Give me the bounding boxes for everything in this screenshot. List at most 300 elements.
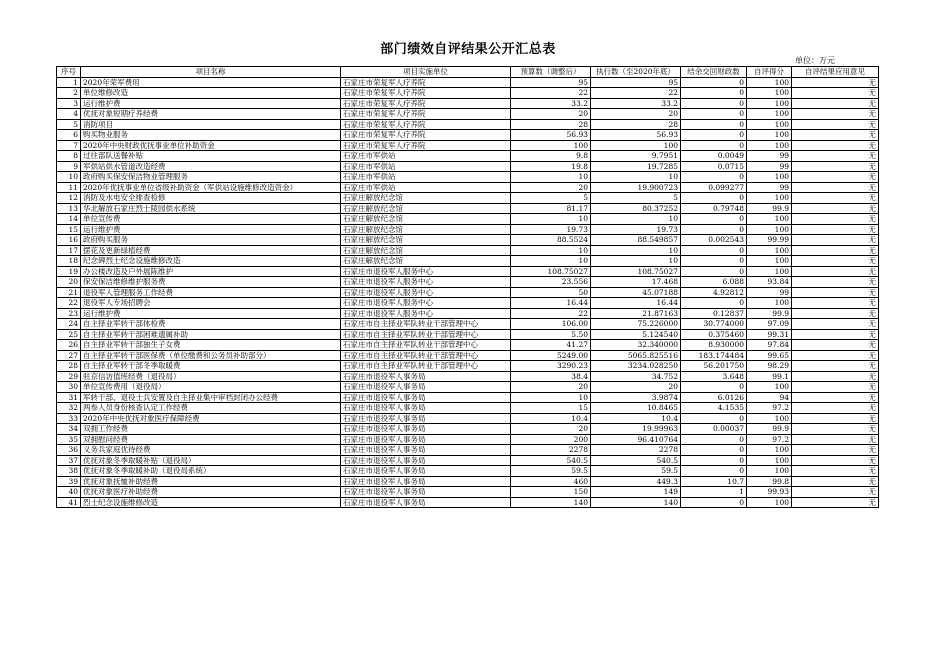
project-name: 保安保洁维修维护服务费 — [81, 277, 341, 288]
row-index: 39 — [57, 476, 81, 487]
project-name: 运行维护费 — [81, 224, 341, 235]
executed-cell: 108.75027 — [591, 266, 681, 277]
project-name: 烈士纪念设施维修改造 — [81, 497, 341, 508]
budget-cell: 9.8 — [511, 151, 591, 162]
returned-cell: 0 — [681, 140, 747, 151]
table-row — [57, 371, 879, 382]
returned-cell: 10.7 — [681, 476, 747, 487]
table-row — [57, 434, 879, 445]
project-name: 退役军人管理服务工作经费 — [81, 287, 341, 298]
implementing-unit: 石家庄市退役军人事务局 — [341, 424, 511, 435]
row-index: 36 — [57, 445, 81, 456]
executed-cell: 80.37252 — [591, 203, 681, 214]
budget-cell: 2278 — [511, 445, 591, 456]
project-name: 单位宣传费 — [81, 214, 341, 225]
score-cell: 97.2 — [747, 403, 792, 414]
returned-cell: 0 — [681, 445, 747, 456]
implementing-unit: 石家庄市退役军人事务局 — [341, 445, 511, 456]
budget-cell: 5249.00 — [511, 350, 591, 361]
budget-cell: 50 — [511, 287, 591, 298]
budget-cell: 100 — [511, 140, 591, 151]
implementing-unit: 石家庄市退役军人服务中心 — [341, 298, 511, 309]
implementing-unit: 石家庄市退役军人事务局 — [341, 413, 511, 424]
returned-cell: 183.174484 — [681, 350, 747, 361]
row-index: 32 — [57, 403, 81, 414]
opinion-cell: 无 — [792, 203, 879, 214]
project-name: 消防项目 — [81, 119, 341, 130]
executed-cell: 20 — [591, 109, 681, 120]
budget-cell: 108.75027 — [511, 266, 591, 277]
executed-cell: 20 — [591, 382, 681, 393]
score-cell: 99 — [747, 182, 792, 193]
implementing-unit: 石家庄市退役军人服务中心 — [341, 277, 511, 288]
score-cell: 100 — [747, 413, 792, 424]
table-row — [57, 340, 879, 351]
table-row — [57, 329, 879, 340]
executed-cell: 45.07188 — [591, 287, 681, 298]
executed-cell: 19.7285 — [591, 161, 681, 172]
score-cell: 100 — [747, 266, 792, 277]
returned-cell: 0 — [681, 298, 747, 309]
budget-cell: 59.5 — [511, 466, 591, 477]
project-name: 纪念碑烈士纪念设施维修改造 — [81, 256, 341, 267]
opinion-cell: 无 — [792, 466, 879, 477]
executed-cell: 16.44 — [591, 298, 681, 309]
row-index: 33 — [57, 413, 81, 424]
table-row — [57, 98, 879, 109]
executed-cell: 449.3 — [591, 476, 681, 487]
returned-cell: 0 — [681, 266, 747, 277]
col-header-score: 自评得分 — [747, 67, 792, 78]
table-row — [57, 277, 879, 288]
project-name: 单位维修改造 — [81, 88, 341, 99]
implementing-unit: 石家庄市退役军人事务局 — [341, 434, 511, 445]
table-row — [57, 182, 879, 193]
score-cell: 100 — [747, 98, 792, 109]
returned-cell: 0 — [681, 109, 747, 120]
executed-cell: 3234.028250 — [591, 361, 681, 372]
table-row — [57, 298, 879, 309]
implementing-unit: 石家庄解放纪念馆 — [341, 193, 511, 204]
returned-cell: 30.774000 — [681, 319, 747, 330]
opinion-cell: 无 — [792, 214, 879, 225]
implementing-unit: 石家庄市军供站 — [341, 182, 511, 193]
project-name: 2020年荣军费用 — [81, 77, 341, 88]
score-cell: 99.31 — [747, 329, 792, 340]
score-cell: 94 — [747, 392, 792, 403]
budget-cell: 10 — [511, 245, 591, 256]
score-cell: 100 — [747, 445, 792, 456]
returned-cell: 0.79748 — [681, 203, 747, 214]
score-cell: 99.9 — [747, 424, 792, 435]
table-row — [57, 151, 879, 162]
summary-table — [56, 66, 879, 508]
returned-cell: 0.099277 — [681, 182, 747, 193]
implementing-unit: 石家庄解放纪念馆 — [341, 256, 511, 267]
executed-cell: 10 — [591, 214, 681, 225]
implementing-unit: 石家庄市自主择业军队转业干部管理中心 — [341, 340, 511, 351]
implementing-unit: 石家庄市荣复军人疗养院 — [341, 88, 511, 99]
opinion-cell: 无 — [792, 224, 879, 235]
row-index: 34 — [57, 424, 81, 435]
opinion-cell: 无 — [792, 88, 879, 99]
project-name: 办公楼改造及户外展陈维护 — [81, 266, 341, 277]
implementing-unit: 石家庄解放纪念馆 — [341, 214, 511, 225]
opinion-cell: 无 — [792, 298, 879, 309]
table-row — [57, 256, 879, 267]
project-name: 自主择业军转干部困难遗属补助 — [81, 329, 341, 340]
table-row — [57, 161, 879, 172]
table-row — [57, 203, 879, 214]
table-row — [57, 424, 879, 435]
score-cell: 99 — [747, 151, 792, 162]
opinion-cell: 无 — [792, 445, 879, 456]
score-cell: 93.84 — [747, 277, 792, 288]
implementing-unit: 石家庄市自主择业军队转业干部管理中心 — [341, 319, 511, 330]
implementing-unit: 石家庄解放纪念馆 — [341, 235, 511, 246]
row-index: 25 — [57, 329, 81, 340]
row-index: 1 — [57, 77, 81, 88]
implementing-unit: 石家庄市荣复军人疗养院 — [341, 109, 511, 120]
budget-cell: 41.27 — [511, 340, 591, 351]
score-cell: 100 — [747, 214, 792, 225]
row-index: 15 — [57, 224, 81, 235]
budget-cell: 10 — [511, 172, 591, 183]
page-title: 部门绩效自评结果公开汇总表 — [380, 42, 556, 57]
table-row — [57, 392, 879, 403]
score-cell: 100 — [747, 497, 792, 508]
budget-cell: 22 — [511, 308, 591, 319]
executed-cell: 21.87163 — [591, 308, 681, 319]
opinion-cell: 无 — [792, 98, 879, 109]
implementing-unit: 石家庄解放纪念馆 — [341, 245, 511, 256]
implementing-unit: 石家庄市退役军人服务中心 — [341, 266, 511, 277]
returned-cell: 0 — [681, 382, 747, 393]
table-row — [57, 413, 879, 424]
score-cell: 99.9 — [747, 203, 792, 214]
project-name: 双拥工作经费 — [81, 424, 341, 435]
implementing-unit: 石家庄市退役军人服务中心 — [341, 308, 511, 319]
budget-cell: 81.17 — [511, 203, 591, 214]
returned-cell: 0 — [681, 77, 747, 88]
table-row — [57, 287, 879, 298]
returned-cell: 0 — [681, 130, 747, 141]
returned-cell: 0.002543 — [681, 235, 747, 246]
opinion-cell: 无 — [792, 193, 879, 204]
executed-cell: 540.5 — [591, 455, 681, 466]
returned-cell: 0 — [681, 98, 747, 109]
budget-cell: 19.8 — [511, 161, 591, 172]
table-row — [57, 109, 879, 120]
table-row — [57, 455, 879, 466]
budget-cell: 22 — [511, 88, 591, 99]
row-index: 16 — [57, 235, 81, 246]
row-index: 37 — [57, 455, 81, 466]
project-name: 两参人员身份核查认定工作经费 — [81, 403, 341, 414]
budget-cell: 20 — [511, 382, 591, 393]
row-index: 28 — [57, 361, 81, 372]
budget-cell: 3290.23 — [511, 361, 591, 372]
executed-cell: 149 — [591, 487, 681, 498]
returned-cell: 0 — [681, 455, 747, 466]
score-cell: 99.9 — [747, 308, 792, 319]
table-body — [57, 77, 879, 508]
project-name: 双拥慰问经费 — [81, 434, 341, 445]
returned-cell: 0.00037 — [681, 424, 747, 435]
implementing-unit: 石家庄市荣复军人疗养院 — [341, 77, 511, 88]
budget-cell: 88.5524 — [511, 235, 591, 246]
table-row — [57, 319, 879, 330]
implementing-unit: 石家庄市退役军人事务局 — [341, 497, 511, 508]
returned-cell: 8.930000 — [681, 340, 747, 351]
budget-cell: 95 — [511, 77, 591, 88]
budget-cell: 10 — [511, 256, 591, 267]
table-row — [57, 487, 879, 498]
row-index: 30 — [57, 382, 81, 393]
row-index: 23 — [57, 308, 81, 319]
score-cell: 100 — [747, 298, 792, 309]
executed-cell: 75.226000 — [591, 319, 681, 330]
returned-cell: 0.0049 — [681, 151, 747, 162]
opinion-cell: 无 — [792, 266, 879, 277]
returned-cell: 3.648 — [681, 371, 747, 382]
budget-cell: 150 — [511, 487, 591, 498]
project-name: 军转干部、退役士兵安置及自主择业集中审档封闭办公经费 — [81, 392, 341, 403]
implementing-unit: 石家庄解放纪念馆 — [341, 203, 511, 214]
project-name: 运行维护费 — [81, 308, 341, 319]
budget-cell: 140 — [511, 497, 591, 508]
table-row — [57, 266, 879, 277]
score-cell: 100 — [747, 77, 792, 88]
executed-cell: 9.7951 — [591, 151, 681, 162]
executed-cell: 5 — [591, 193, 681, 204]
row-index: 14 — [57, 214, 81, 225]
budget-cell: 10 — [511, 214, 591, 225]
opinion-cell: 无 — [792, 382, 879, 393]
executed-cell: 96.410764 — [591, 434, 681, 445]
returned-cell: 0 — [681, 497, 747, 508]
table-row — [57, 382, 879, 393]
executed-cell: 5.124540 — [591, 329, 681, 340]
implementing-unit: 石家庄市自主择业军队转业干部管理中心 — [341, 350, 511, 361]
returned-cell: 0 — [681, 245, 747, 256]
project-name: 摆花及更新绿植经费 — [81, 245, 341, 256]
row-index: 6 — [57, 130, 81, 141]
table-row — [57, 88, 879, 99]
table-row — [57, 172, 879, 183]
row-index: 35 — [57, 434, 81, 445]
col-header-budget: 预算数（调整后） — [511, 67, 591, 78]
executed-cell: 10.8465 — [591, 403, 681, 414]
returned-cell: 0 — [681, 214, 747, 225]
implementing-unit: 石家庄市退役军人服务中心 — [341, 287, 511, 298]
row-index: 27 — [57, 350, 81, 361]
score-cell: 97.84 — [747, 340, 792, 351]
row-index: 17 — [57, 245, 81, 256]
returned-cell: 0 — [681, 413, 747, 424]
implementing-unit: 石家庄市退役军人事务局 — [341, 466, 511, 477]
score-cell: 100 — [747, 224, 792, 235]
opinion-cell: 无 — [792, 455, 879, 466]
row-index: 31 — [57, 392, 81, 403]
budget-cell: 28 — [511, 119, 591, 130]
returned-cell: 0.0715 — [681, 161, 747, 172]
table-row — [57, 130, 879, 141]
project-name: 优抚对象冬季取暖补贴（退役局） — [81, 455, 341, 466]
score-cell: 99.93 — [747, 487, 792, 498]
score-cell: 100 — [747, 382, 792, 393]
executed-cell: 28 — [591, 119, 681, 130]
opinion-cell: 无 — [792, 403, 879, 414]
project-name: 自主择业军转干部体检费 — [81, 319, 341, 330]
executed-cell: 33.2 — [591, 98, 681, 109]
project-name: 消防及水电安全排查检修 — [81, 193, 341, 204]
opinion-cell: 无 — [792, 151, 879, 162]
project-name: 政府购买保安保洁物业管理服务 — [81, 172, 341, 183]
table-row — [57, 119, 879, 130]
budget-cell: 20 — [511, 182, 591, 193]
executed-cell: 19.73 — [591, 224, 681, 235]
table-row — [57, 361, 879, 372]
score-cell: 100 — [747, 466, 792, 477]
score-cell: 100 — [747, 109, 792, 120]
returned-cell: 0 — [681, 119, 747, 130]
row-index: 20 — [57, 277, 81, 288]
col-header-project-name: 项目名称 — [81, 67, 341, 78]
project-name: 优抚对象冬季取暖补助（退役局系统） — [81, 466, 341, 477]
table-row — [57, 350, 879, 361]
budget-cell: 20 — [511, 424, 591, 435]
opinion-cell: 无 — [792, 497, 879, 508]
table-row — [57, 224, 879, 235]
project-name: 驻京信访值班经费（退役局） — [81, 371, 341, 382]
table-row — [57, 235, 879, 246]
score-cell: 99.99 — [747, 235, 792, 246]
score-cell: 100 — [747, 455, 792, 466]
score-cell: 100 — [747, 193, 792, 204]
score-cell: 100 — [747, 88, 792, 99]
implementing-unit: 石家庄市荣复军人疗养院 — [341, 140, 511, 151]
opinion-cell: 无 — [792, 109, 879, 120]
table-row — [57, 445, 879, 456]
returned-cell: 0 — [681, 434, 747, 445]
implementing-unit: 石家庄市退役军人事务局 — [341, 476, 511, 487]
budget-cell: 15 — [511, 403, 591, 414]
budget-cell: 106.00 — [511, 319, 591, 330]
implementing-unit: 石家庄市退役军人事务局 — [341, 371, 511, 382]
opinion-cell: 无 — [792, 140, 879, 151]
implementing-unit: 石家庄市自主择业军队转业干部管理中心 — [341, 361, 511, 372]
returned-cell: 4.92812 — [681, 287, 747, 298]
table-row — [57, 308, 879, 319]
executed-cell: 10 — [591, 245, 681, 256]
returned-cell: 0.375460 — [681, 329, 747, 340]
opinion-cell: 无 — [792, 256, 879, 267]
returned-cell: 0 — [681, 256, 747, 267]
implementing-unit: 石家庄市军供站 — [341, 151, 511, 162]
score-cell: 100 — [747, 256, 792, 267]
score-cell: 97.09 — [747, 319, 792, 330]
executed-cell: 17.468 — [591, 277, 681, 288]
unit-label: 单位：万元 — [795, 56, 835, 65]
opinion-cell: 无 — [792, 277, 879, 288]
score-cell: 97.2 — [747, 434, 792, 445]
budget-cell: 20 — [511, 109, 591, 120]
project-name: 义务兵家庭优待经费 — [81, 445, 341, 456]
row-index: 7 — [57, 140, 81, 151]
opinion-cell: 无 — [792, 487, 879, 498]
opinion-cell: 无 — [792, 371, 879, 382]
opinion-cell: 无 — [792, 350, 879, 361]
executed-cell: 56.93 — [591, 130, 681, 141]
table-row — [57, 245, 879, 256]
implementing-unit: 石家庄市退役军人事务局 — [341, 382, 511, 393]
col-header-index: 序号 — [57, 67, 81, 78]
opinion-cell: 无 — [792, 245, 879, 256]
executed-cell: 2278 — [591, 445, 681, 456]
budget-cell: 23.556 — [511, 277, 591, 288]
row-index: 4 — [57, 109, 81, 120]
table-row — [57, 77, 879, 88]
score-cell: 100 — [747, 130, 792, 141]
executed-cell: 5065.825516 — [591, 350, 681, 361]
budget-cell: 5 — [511, 193, 591, 204]
project-name: 过往部队送餐补贴 — [81, 151, 341, 162]
project-name: 优抚对象短期疗养经费 — [81, 109, 341, 120]
score-cell: 99 — [747, 287, 792, 298]
implementing-unit: 石家庄市退役军人事务局 — [341, 403, 511, 414]
project-name: 退役军人专场招聘会 — [81, 298, 341, 309]
implementing-unit: 石家庄市军供站 — [341, 172, 511, 183]
returned-cell: 0 — [681, 466, 747, 477]
executed-cell: 10 — [591, 172, 681, 183]
row-index: 12 — [57, 193, 81, 204]
row-index: 41 — [57, 497, 81, 508]
opinion-cell: 无 — [792, 413, 879, 424]
project-name: 自主择业军转干部独生子女费 — [81, 340, 341, 351]
row-index: 40 — [57, 487, 81, 498]
budget-cell: 5.50 — [511, 329, 591, 340]
implementing-unit: 石家庄市退役军人事务局 — [341, 455, 511, 466]
budget-cell: 460 — [511, 476, 591, 487]
score-cell: 100 — [747, 172, 792, 183]
score-cell: 99.1 — [747, 371, 792, 382]
score-cell: 99 — [747, 161, 792, 172]
implementing-unit: 石家庄市退役军人事务局 — [341, 392, 511, 403]
executed-cell: 19.99963 — [591, 424, 681, 435]
row-index: 18 — [57, 256, 81, 267]
row-index: 3 — [57, 98, 81, 109]
project-name: 购买物业服务 — [81, 130, 341, 141]
col-header-unit: 项目实施单位 — [341, 67, 511, 78]
opinion-cell: 无 — [792, 476, 879, 487]
implementing-unit: 石家庄解放纪念馆 — [341, 224, 511, 235]
executed-cell: 10 — [591, 256, 681, 267]
opinion-cell: 无 — [792, 172, 879, 183]
row-index: 38 — [57, 466, 81, 477]
implementing-unit: 石家庄市军供站 — [341, 161, 511, 172]
col-header-executed: 执行数（至2020年底） — [591, 67, 681, 78]
row-index: 8 — [57, 151, 81, 162]
opinion-cell: 无 — [792, 319, 879, 330]
row-index: 10 — [57, 172, 81, 183]
row-index: 24 — [57, 319, 81, 330]
returned-cell: 0 — [681, 224, 747, 235]
implementing-unit: 石家庄市荣复军人疗养院 — [341, 98, 511, 109]
opinion-cell: 无 — [792, 287, 879, 298]
returned-cell: 1 — [681, 487, 747, 498]
executed-cell: 59.5 — [591, 466, 681, 477]
